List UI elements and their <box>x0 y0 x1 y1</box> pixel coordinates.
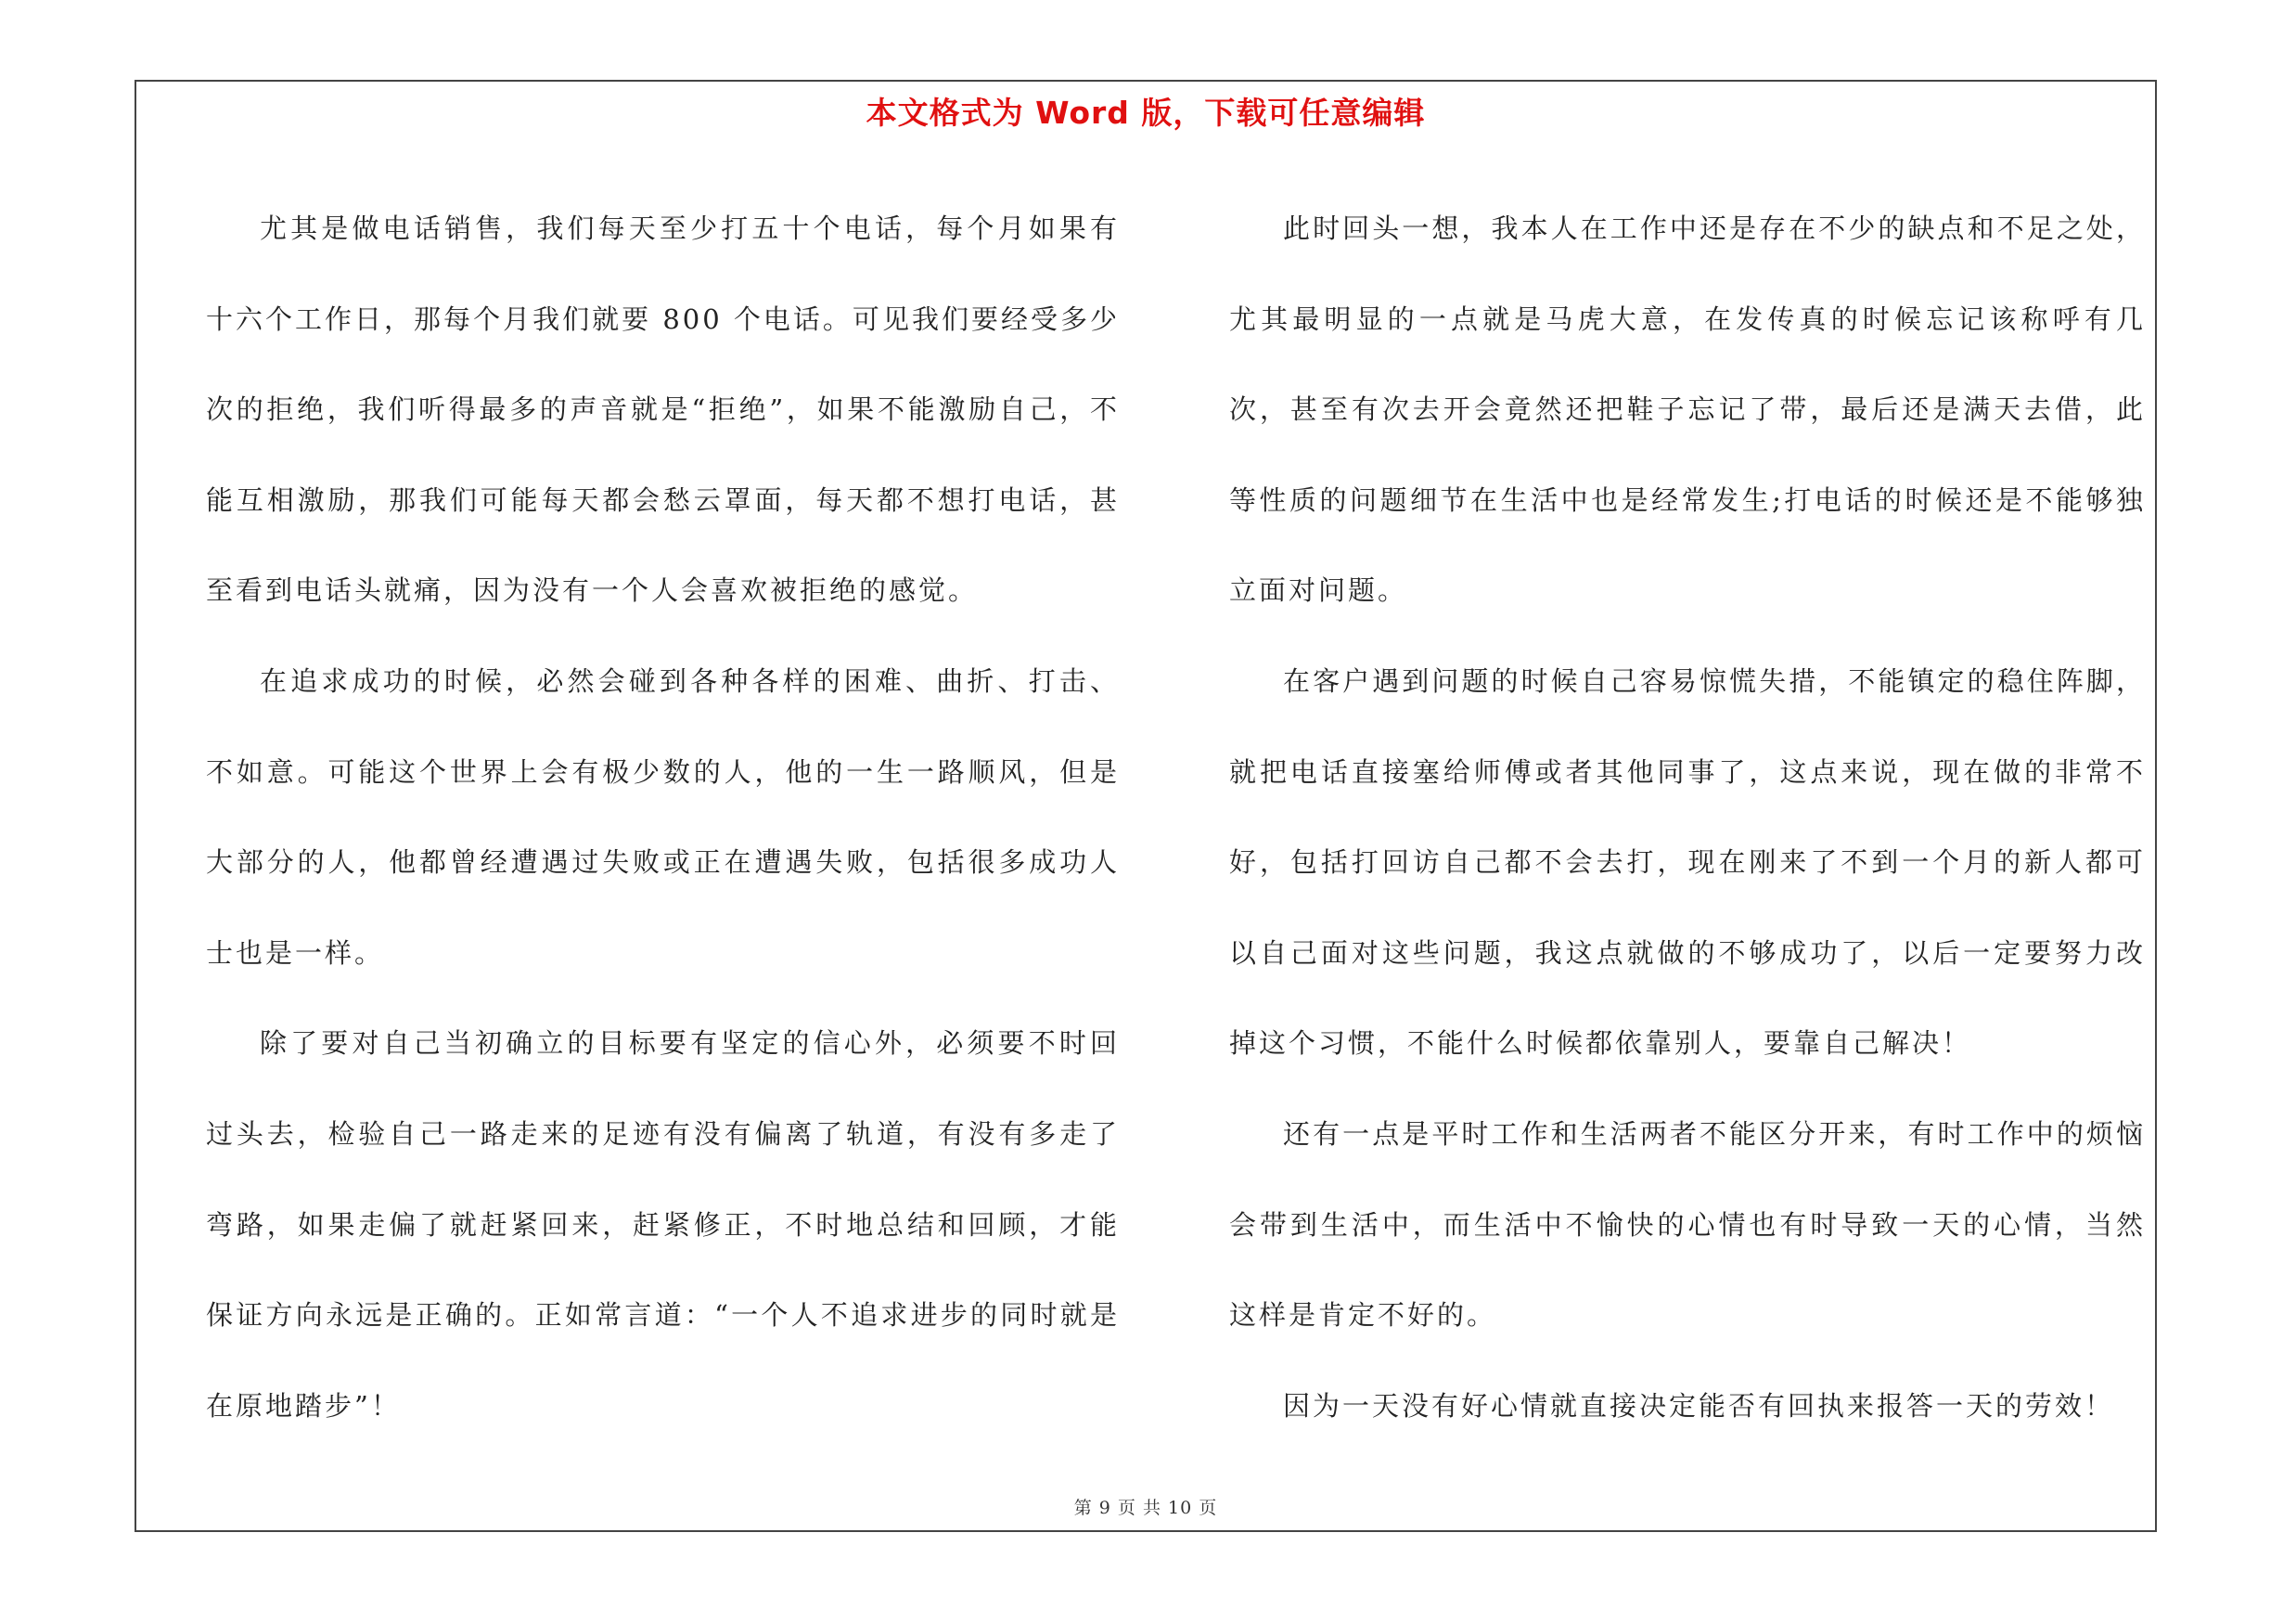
right-column <box>1229 184 2146 1451</box>
page-number: 第 9 页 共 10 页 <box>1073 1498 1218 1518</box>
right-paragraph-3: 还有一点是平时工作和生活两者不能区分开来，有时工作中的烦恼会带到生活中，而生活中不愉快的心情也有时导致一天的心情，当然这样是肯定不好的。 <box>1229 1117 2146 1332</box>
right-paragraph-2: 在客户遇到问题的时候自己容易惊慌失措，不能镇定的稳住阵脚，就把电话直接塞给师傅或者其他同事了，这点来说，现在做的非常不好，包括打回访自己都不会去打，现在刚来了不到一个月的新人都可以自己面对这些问题，我这点就做的不够成功了，以后一定要努力改掉这个习惯，不能什么时候都依靠别人，要靠自己解决！ <box>1229 664 2146 1060</box>
header-banner: 本文格式为 Word 版，下载可任意编辑 <box>866 95 1426 131</box>
left-paragraph-3: 除了要对自己当初确立的目标要有坚定的信心外，必须要不时回过头去，检验自己一路走来的足迹有没有偏离了轨道，有没有多走了弯路，如果走偏了就赶紧回来，赶紧修正，不时地总结和回顾，才能保证方向永远是正确的。正如常言道：“一个人不追求进步的同时就是在原地踏步”！ <box>206 1027 1120 1422</box>
left-paragraph-2: 在追求成功的时候，必然会碰到各种各样的困难、曲折、打击、不如意。可能这个世界上会有极少数的人，他的一生一路顺风，但是大部分的人，他都曾经遭遇过失败或正在遭遇失败，包括很多成功人士也是一样。 <box>206 664 1120 969</box>
left-paragraph-1: 尤其是做电话销售，我们每天至少打五十个电话，每个月如果有十六个工作日，那每个月我们就要 800 个电话。可见我们要经受多少次的拒绝，我们听得最多的声音就是“拒绝”，如果不能激励自己，不能互相激励，那我们可能每天都会愁云罩面，每天都不想打电话，甚至看到电话头就痛，因为没有一个人会喜欢被拒绝的感觉。 <box>206 213 1120 607</box>
page-frame <box>135 80 2157 1532</box>
right-paragraph-1: 此时回头一想，我本人在工作中还是存在不少的缺点和不足之处，尤其最明显的一点就是马虎大意，在发传真的时候忘记该称呼有几次，甚至有次去开会竟然还把鞋子忘记了带，最后还是满天去借，此等性质的问题细节在生活中也是经常发生;打电话的时候还是不能够独立面对问题。 <box>1229 213 2146 607</box>
right-paragraph-4: 因为一天没有好心情就直接决定能否有回执来报答一天的劳效！ <box>1283 1389 2115 1422</box>
left-column <box>206 184 1120 1451</box>
